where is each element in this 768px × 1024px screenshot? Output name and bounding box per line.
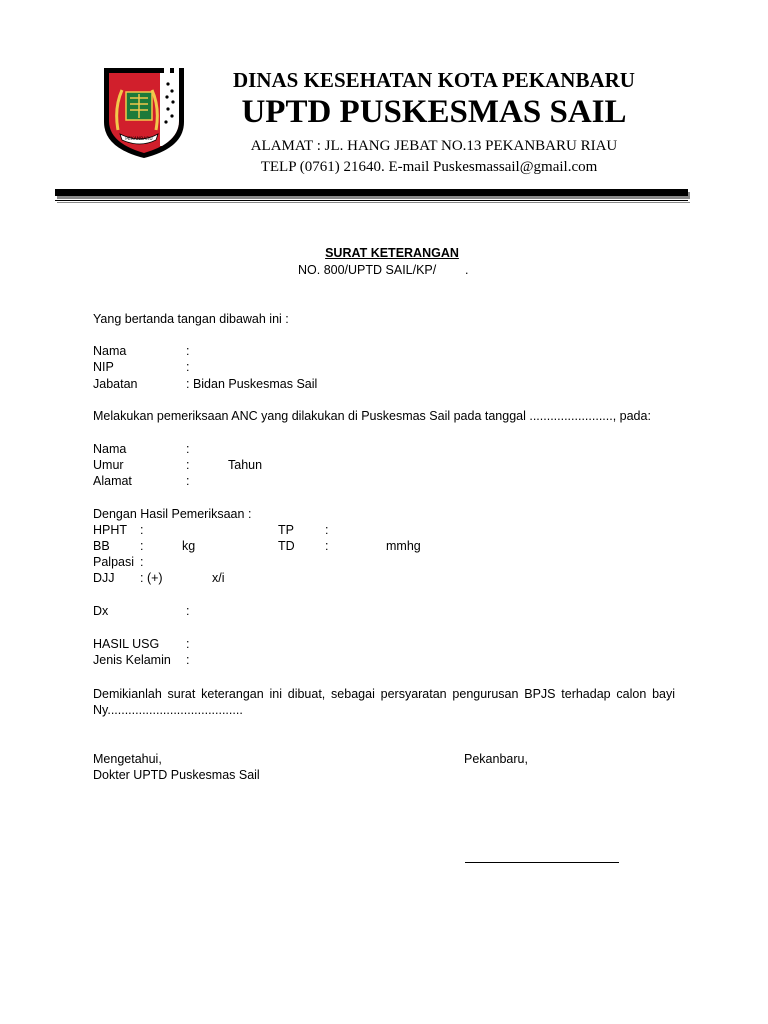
dx-label: Dx — [93, 604, 109, 618]
signer-name-value: : — [186, 344, 190, 358]
signer-name-label: Nama — [93, 344, 127, 358]
hpht-colon: : — [140, 523, 144, 537]
bb-label: BB — [93, 539, 110, 553]
patient-age-unit: Tahun — [228, 458, 263, 472]
patient-name-label: Nama — [93, 442, 127, 456]
document-number-end: . — [465, 263, 469, 277]
bb-colon: : — [140, 539, 144, 553]
td-label: TD — [278, 539, 295, 553]
place-date-label: Pekanbaru, — [464, 752, 528, 766]
bb-unit: kg — [182, 539, 196, 553]
contact-line: TELP (0761) 21640. E-mail Puskesmassail@gmail.com — [260, 159, 598, 175]
patient-address-label: Alamat — [93, 474, 132, 488]
tp-label: TP — [278, 523, 294, 537]
palpasi-colon: : — [140, 555, 144, 569]
td-unit: mmhg — [386, 539, 421, 553]
results-heading: Dengan Hasil Pemeriksaan : — [93, 507, 252, 521]
document-title: SURAT KETERANGAN — [325, 246, 459, 260]
tp-colon: : — [325, 523, 329, 537]
doctor-title: Dokter UPTD Puskesmas Sail — [93, 768, 260, 782]
patient-age-value: : — [186, 458, 190, 472]
patient-address-value: : — [186, 474, 190, 488]
closing-line-1: Demikianlah surat keterangan ini dibuat, sebagai persyaratan pengurusan BPJS terhadap calon bayi — [93, 687, 675, 701]
institution-name: UPTD PUSKESMAS SAIL — [241, 94, 627, 130]
dx-colon: : — [186, 604, 190, 618]
organization-line: DINAS KESEHATAN KOTA PEKANBARU — [233, 68, 635, 92]
signer-position-label: Jabatan — [93, 377, 138, 391]
djj-value: : (+) — [140, 571, 163, 585]
djj-unit: x/i — [212, 571, 225, 585]
signer-position-value: : Bidan Puskesmas Sail — [186, 377, 318, 391]
sex-colon: : — [186, 653, 190, 667]
patient-age-label: Umur — [93, 458, 124, 472]
sex-label: Jenis Kelamin — [93, 653, 171, 667]
signature-line — [465, 862, 619, 863]
exam-statement: Melakukan pemeriksaan ANC yang dilakukan di Puskesmas Sail pada tanggal ........................, pada: — [93, 409, 651, 423]
djj-label: DJJ — [93, 571, 115, 585]
closing-line-2: Ny....................................... — [93, 703, 243, 717]
td-colon: : — [325, 539, 329, 553]
patient-name-value: : — [186, 442, 190, 456]
svg-text:PEKANBARU: PEKANBARU — [125, 137, 153, 142]
acknowledged-label: Mengetahui, — [93, 752, 162, 766]
palpasi-label: Palpasi — [93, 555, 134, 569]
usg-label: HASIL USG — [93, 637, 160, 651]
letterhead-divider-thin — [55, 200, 688, 201]
signer-nip-label: NIP — [93, 360, 114, 374]
letterhead-divider-thick — [55, 189, 688, 196]
signer-intro: Yang bertanda tangan dibawah ini : — [93, 312, 289, 326]
usg-colon: : — [186, 637, 190, 651]
hpht-label: HPHT — [93, 523, 128, 537]
address-line: ALAMAT : JL. HANG JEBAT NO.13 PEKANBARU RIAU — [250, 138, 618, 154]
signer-nip-value: : — [186, 360, 190, 374]
document-number: NO. 800/UPTD SAIL/KP/ — [298, 263, 437, 277]
